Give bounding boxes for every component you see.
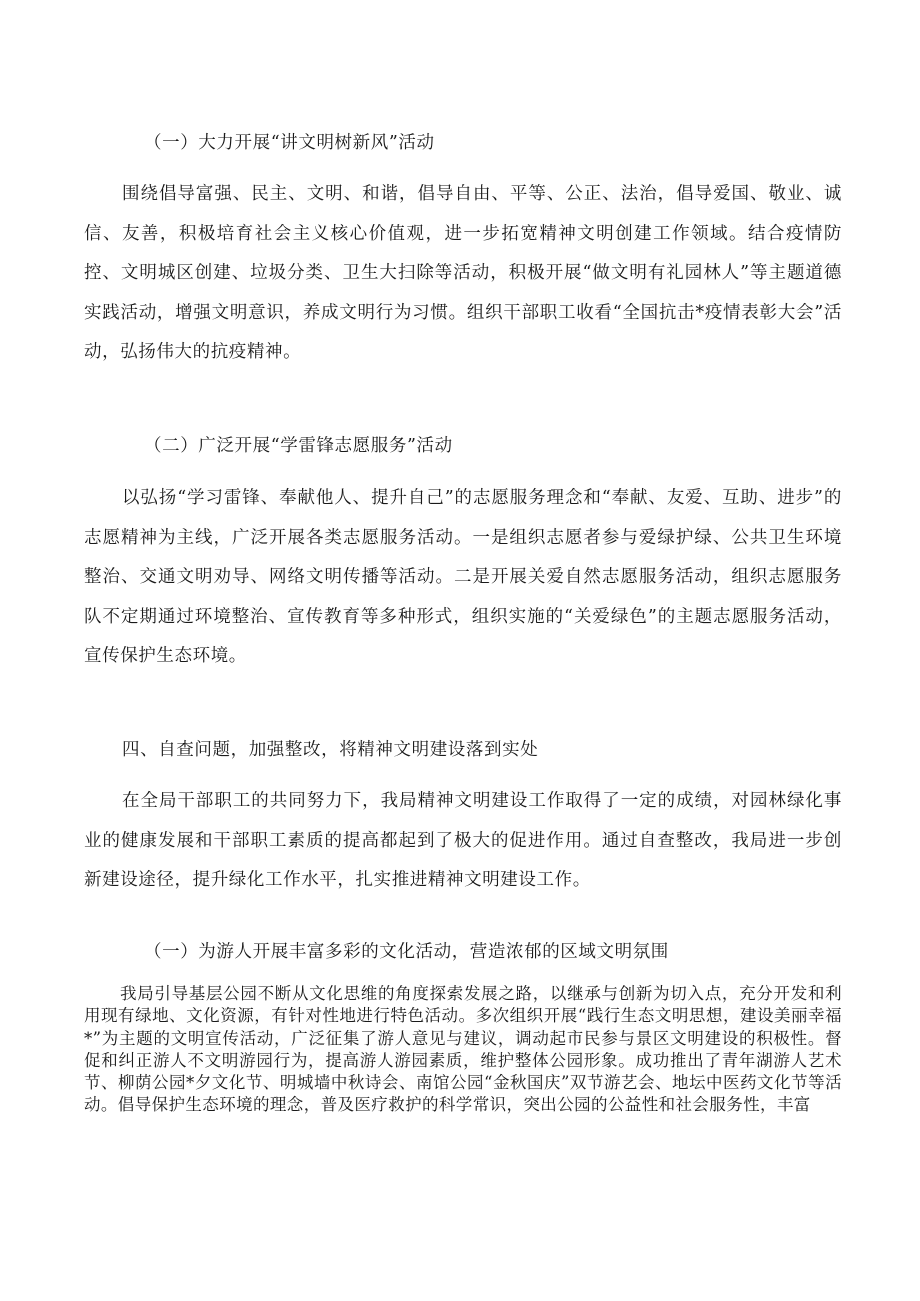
section-heading-3: （一）为游人开展丰富多彩的文化活动，营造浓郁的区域文明氛围 [144,942,669,962]
paragraph-4: 我局引导基层公园不断从文化思维的角度探索发展之路，以继承与创新为切入点，充分开发和利用现有绿地、文化资源，有针对性地进行特色活动。多次组织开展“践行生态文明思想，建设美丽幸福*”为主题的文明宣传活动，广泛征集了游人意见与建议，调动起市民参与景区文明建设的积极性。督促和纠正游人不文明游园行为，提高游人游园素质，维护整体公园形象。成功推出了青年湖游人艺术节、柳荫公园*夕文化节、明城墙中秋诗会、南馆公园“金秋国庆”双节游艺会、地坛中医药文化节等活动。倡导保护生态环境的理念，普及医疗救护的科学常识，突出公园的公益性和社会服务性，丰富 [84,984,842,1115]
paragraph-3: 在全局干部职工的共同努力下，我局精神文明建设工作取得了一定的成绩，对园林绿化事业的健康发展和干部职工素质的提高都起到了极大的促进作用。通过自查整改，我局进一步创新建设途径，提升绿化工作水平，扎实推进精神文明建设工作。 [84,791,842,890]
paragraph-1: 围绕倡导富强、民主、文明、和谐，倡导自由、平等、公正、法治，倡导爱国、敬业、诚信、友善，积极培育社会主义核心价值观，进一步拓宽精神文明创建工作领域。结合疫情防控、文明城区创建、垃圾分类、卫生大扫除等活动，积极开展“做文明有礼园林人”等主题道德实践活动，增强文明意识，养成文明行为习惯。组织干部职工收看“全国抗击*疫情表彰大会”活动，弘扬伟大的抗疫精神。 [84,184,842,362]
paragraph-2: 以弘扬“学习雷锋、奉献他人、提升自己”的志愿服务理念和“奉献、友爱、互助、进步”的志愿精神为主线，广泛开展各类志愿服务活动。一是组织志愿者参与爱绿护绿、公共卫生环境整治、交通文明劝导、网络文明传播等活动。二是开展关爱自然志愿服务活动，组织志愿服务队不定期通过环境整治、宣传教育等多种形式，组织实施的“关爱绿色”的主题志愿服务活动，宣传保护生态环境。 [84,488,842,666]
section-heading-1: （一）大力开展“讲文明树新风”活动 [144,133,435,153]
section-heading-2: （二）广泛开展“学雷锋志愿服务”活动 [144,436,453,456]
chapter-heading-4: 四、自查问题，加强整改，将精神文明建设落到实处 [122,740,539,760]
